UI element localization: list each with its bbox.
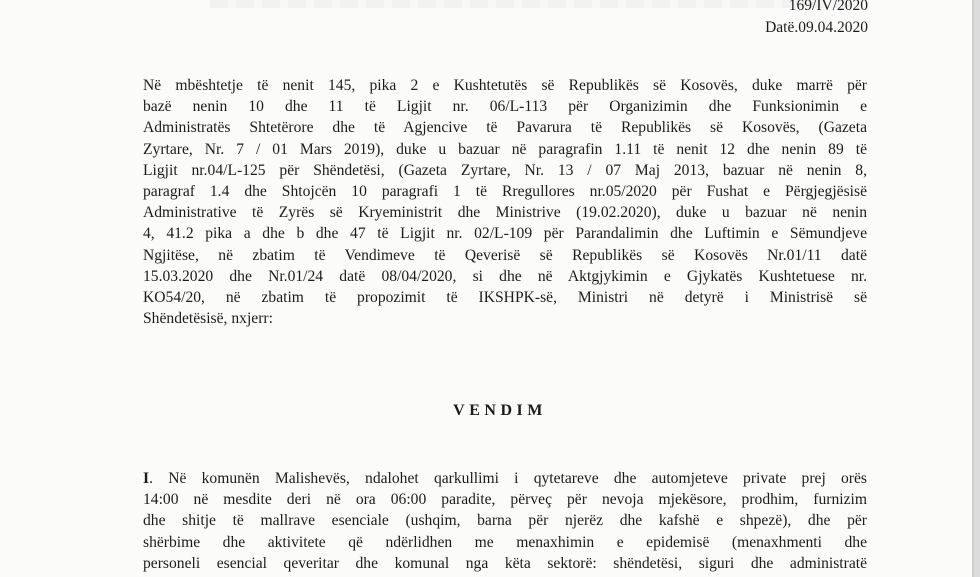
preamble-line: Administratës Shtetërore dhe të Agjencive të Pavarura të Republikës së Kosovës, (Gazeta — [143, 119, 867, 137]
article-number: I — [143, 470, 150, 487]
article-line: personeli esencial qeveritar dhe komunal nga këta sektorë: shëndetësi, siguri dhe administratë — [143, 554, 867, 572]
article-text: . Në komunën Malishevës, ndalohet qarkullimi i qytetareve dhe automjeteve private prej orës — [149, 470, 867, 487]
preamble-paragraph — [143, 75, 867, 329]
preamble-line: KO54/20, në zbatim të propozimit të IKSHPK-së, Ministri në detyrë i Ministrisë së — [143, 289, 867, 307]
document-date: Datë.09.04.2020 — [765, 19, 868, 36]
article-line: dhe shitje të mallrave esenciale (ushqim, barna për njerëz dhe kafshë e shpezë), dhe për — [143, 512, 867, 530]
header-ink-remnant — [210, 0, 850, 8]
preamble-line: Ngjitëse, në zbatim të Vendimeve të Qeverisë së Republikës së Kosovës Nr.01/11 datë — [143, 246, 867, 264]
article-one — [143, 468, 867, 574]
preamble-line: Administrative të Zyrës së Kryeministrit dhe Ministrive (19.02.2020), duke u bazuar në nenin — [143, 204, 867, 222]
preamble-line: paragraf 1.4 dhe Shtojcën 10 paragrafi 1 të Rregullores nr.05/2020 për Fushat e Përgjegjësisë — [143, 183, 867, 201]
preamble-line: Shëndetësisë, nxjerr: — [143, 310, 273, 328]
preamble-line: Ligjit nr.04/L-125 për Shëndetësi, (Gazeta Zyrtare, Nr. 13 / 07 Maj 2013, bazuar në nenin 8, — [143, 161, 867, 179]
article-line: 14:00 në mesdite deri në ora 06:00 paradite, përveç për nevoja mjekësore, prodhim, furnizim — [143, 491, 867, 509]
preamble-line: 15.03.2020 dhe Nr.01/24 datë 08/04/2020, si dhe në Aktgjykimin e Gjykatës Kushtetuese nr. — [143, 267, 867, 285]
preamble-line: bazë nenin 10 dhe 11 të Ligjit nr. 06/L-113 për Organizimin dhe Funksionimin e — [143, 98, 867, 116]
reference-number: 169/IV/2020 — [788, 0, 868, 14]
preamble-line: Në mbështetje të nenit 145, pika 2 e Kushtetutës së Republikës së Kosovës, duke marrë për — [143, 77, 867, 94]
preamble-line: 4, 41.2 pika a dhe b dhe 47 të Ligjit nr. 02/L-109 për Parandalimin dhe Luftimin e Sëmundjeve — [143, 225, 867, 243]
article-line — [143, 468, 867, 489]
decision-heading: VENDIM — [453, 402, 547, 419]
preamble-line: Zyrtare, Nr. 7 / 01 Mars 2019), duke u bazuar në paragrafin 1.11 të nenit 12 dhe nenin 89 të — [143, 140, 867, 158]
article-line: shërbime dhe aktivitete që ndërlidhen me menaxhimin e epidemisë (menaxhmenti dhe — [143, 533, 867, 551]
